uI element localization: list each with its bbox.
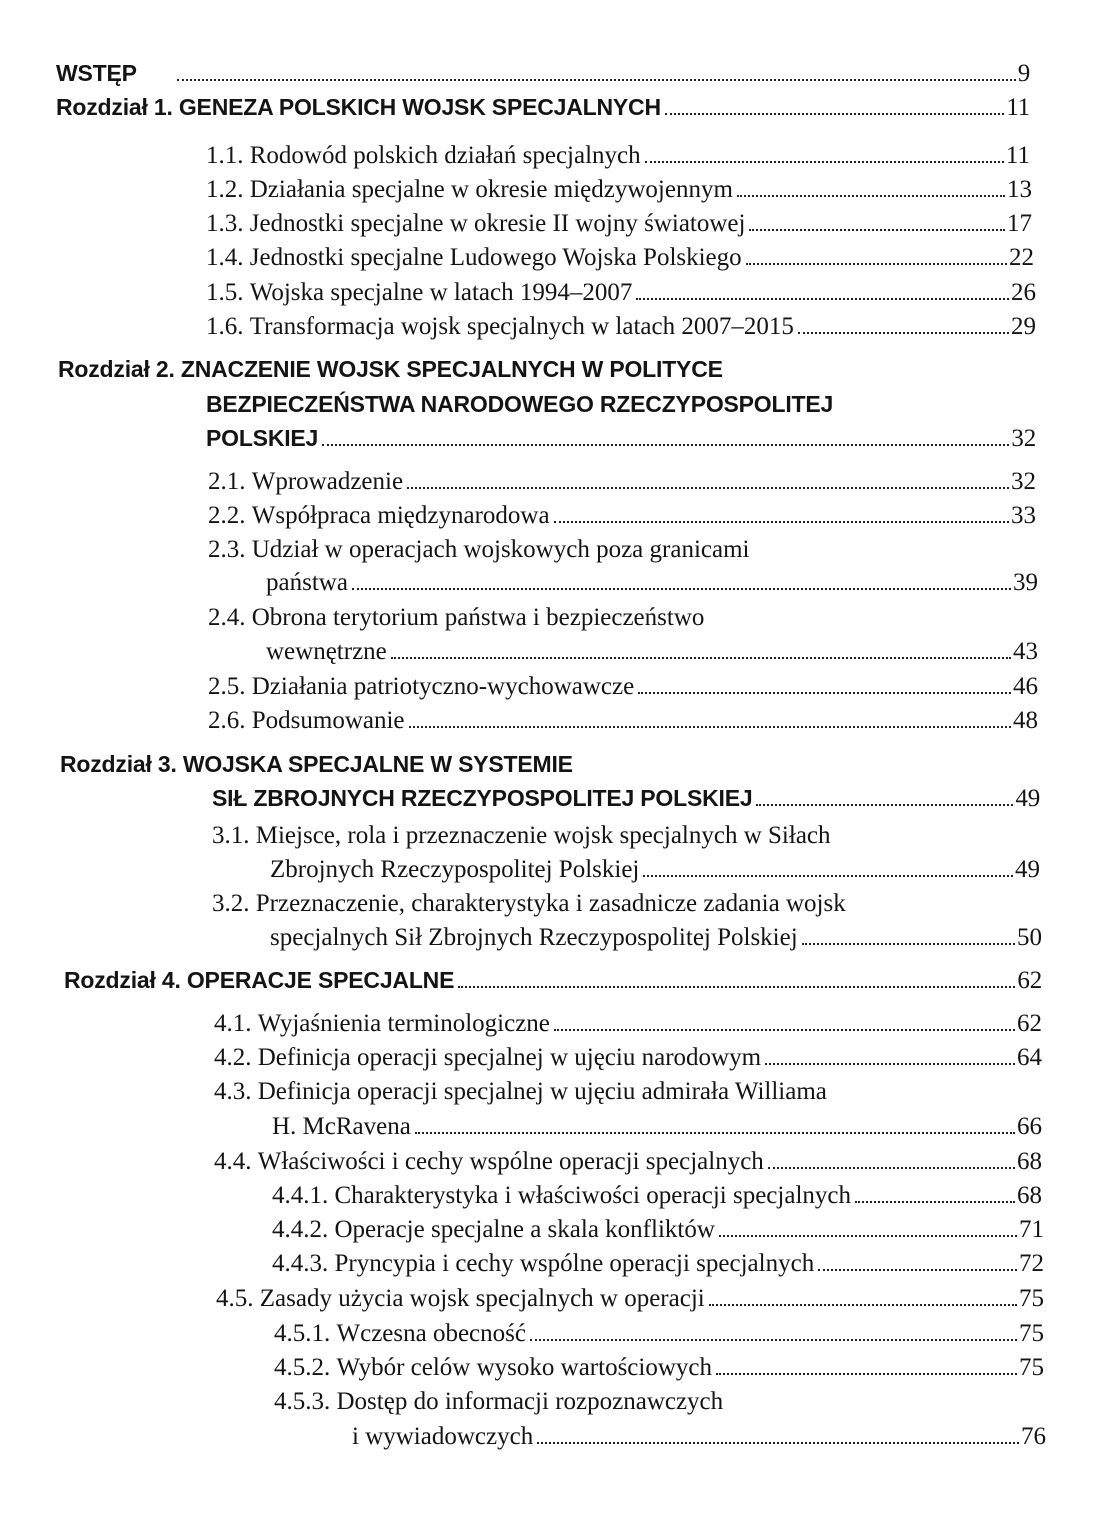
section-title-cont: specjalnych Sił Zbrojnych Rzeczypospolitej Polskiej <box>270 924 798 951</box>
toc-section-1-1[interactable] <box>206 139 1030 173</box>
section-title: Wczesna obecność <box>336 1320 526 1347</box>
toc-section-4-1[interactable] <box>214 1007 1042 1041</box>
toc-section-4-4[interactable] <box>214 1145 1042 1179</box>
section-number: 4.4.2. <box>272 1216 329 1243</box>
page-number: 48 <box>1013 707 1038 734</box>
section-title: Przeznaczenie, charakterystyka i zasadnicze zadania wojsk <box>255 890 846 917</box>
section-title: Pryncypia i cechy wspólne operacji specjalnych <box>334 1250 815 1277</box>
dot-leader <box>458 986 1015 988</box>
section-title: Charakterystyka i właściwości operacji specjalnych <box>334 1182 851 1209</box>
page-number: 39 <box>1013 569 1038 596</box>
section-title: Wojska specjalne w latach 1994–2007 <box>249 279 633 306</box>
section-title-cont: Zbrojnych Rzeczypospolitej Polskiej <box>270 856 640 883</box>
page-number: 46 <box>1013 673 1038 700</box>
page-number: 32 <box>1011 468 1036 495</box>
toc-chapter-4[interactable] <box>64 963 1042 998</box>
section-title: Miejsce, rola i przeznaczenie wojsk specjalnych w Siłach <box>255 822 831 849</box>
toc-subsection-4-5-1[interactable] <box>274 1317 1044 1351</box>
toc-subsection-4-5-3[interactable] <box>352 1420 1046 1454</box>
section-title: Transformacja wojsk specjalnych w latach 2007–2015 <box>249 313 794 340</box>
dot-leader <box>177 79 1016 81</box>
section-number: 1.1. <box>206 142 244 169</box>
section-title: Działania specjalne w okresie międzywojennym <box>249 176 733 203</box>
section-number: 2.5. <box>208 673 246 700</box>
toc-section-4-2[interactable] <box>214 1041 1042 1075</box>
section-title: Definicja operacji specjalnej w ujęciu narodowym <box>257 1044 762 1071</box>
page-number: 49 <box>1015 785 1040 812</box>
page-number: 68 <box>1017 1182 1042 1209</box>
toc-section-4-5[interactable] <box>216 1282 1044 1316</box>
section-title: Udział w operacjach wojskowych poza granicami <box>251 536 750 563</box>
toc-section-2-3[interactable] <box>266 566 1038 600</box>
toc-subsection-4-4-3[interactable] <box>272 1247 1044 1281</box>
dot-leader <box>638 692 1011 694</box>
section-number: 4.5.3. <box>274 1388 331 1415</box>
chapter-label: Rozdział 2. <box>58 356 175 382</box>
toc-chapter-2-line-2 <box>206 387 833 421</box>
section-number: 4.5.2. <box>274 1354 331 1381</box>
section-number: 4.3. <box>214 1078 252 1105</box>
chapter-title-cont: SIŁ ZBROJNYCH RZECZYPOSPOLITEJ POLSKIEJ <box>212 785 753 811</box>
page-number: 75 <box>1019 1285 1044 1312</box>
chapter-title-cont: BEZPIECZEŃSTWA NARODOWEGO RZECZYPOSPOLITEJ <box>206 391 834 417</box>
dot-leader <box>643 875 1013 877</box>
dot-leader <box>765 1063 1015 1065</box>
section-number: 2.2. <box>208 502 246 529</box>
toc-section-3-2-line-1[interactable] <box>212 887 846 921</box>
section-number: 4.4.1. <box>272 1182 329 1209</box>
dot-leader <box>665 113 1004 115</box>
toc-entry-intro[interactable] <box>56 56 1030 91</box>
page-number: 33 <box>1011 502 1036 529</box>
section-title: Obrona terytorium państwa i bezpieczeństwo <box>251 604 705 631</box>
section-title: Działania patriotyczno-wychowawcze <box>251 673 635 700</box>
chapter-title: OPERACJE SPECJALNE <box>186 967 455 993</box>
dot-leader <box>716 1373 1017 1375</box>
toc-section-3-2[interactable] <box>270 921 1042 955</box>
section-title-cont: i wywiadowczych <box>352 1423 534 1450</box>
toc-section-1-5[interactable] <box>206 276 1036 310</box>
dot-leader <box>798 332 1009 334</box>
chapter-label: Rozdział 4. <box>64 967 181 993</box>
toc-section-3-1[interactable] <box>270 853 1040 887</box>
chapter-title-cont: POLSKIEJ <box>206 425 319 451</box>
chapter-title: ZNACZENIE WOJSK SPECJALNYCH W POLITYCE <box>180 356 723 382</box>
section-title: Wprowadzenie <box>251 468 404 495</box>
dot-leader <box>818 1269 1017 1271</box>
chapter-label: Rozdział 1. <box>56 94 173 120</box>
section-title: Rodowód polskich działań specjalnych <box>249 142 641 169</box>
toc-section-2-3-line-1[interactable] <box>208 533 749 567</box>
section-title: Jednostki specjalne w okresie II wojny światowej <box>249 210 746 237</box>
section-number: 4.5.1. <box>274 1320 331 1347</box>
section-number: 1.5. <box>206 279 244 306</box>
dot-leader <box>352 588 1011 590</box>
page-number: 66 <box>1017 1113 1042 1140</box>
dot-leader <box>409 726 1011 728</box>
section-title: Definicja operacji specjalnej w ujęciu admirała Williama <box>257 1078 827 1105</box>
dot-leader <box>802 943 1015 945</box>
page-number: 76 <box>1021 1423 1046 1450</box>
section-title: Właściwości i cechy wspólne operacji specjalnych <box>257 1148 764 1175</box>
section-title: Współpraca międzynarodowa <box>251 502 550 529</box>
section-title: Jednostki specjalne Ludowego Wojska Polskiego <box>249 244 742 271</box>
toc-subsection-4-4-2[interactable] <box>272 1213 1044 1247</box>
page-number: 75 <box>1019 1354 1044 1381</box>
section-number: 4.5. <box>216 1285 254 1312</box>
page-number: 71 <box>1019 1216 1044 1243</box>
section-number: 1.3. <box>206 210 244 237</box>
section-title-cont: państwa <box>266 569 348 596</box>
toc-section-2-6[interactable] <box>208 704 1038 738</box>
dot-leader <box>554 1029 1015 1031</box>
section-number: 1.4. <box>206 244 244 271</box>
page-number: 64 <box>1017 1044 1042 1071</box>
toc-chapter-3-line-1[interactable] <box>60 747 573 781</box>
section-title: Operacje specjalne a skala konfliktów <box>334 1216 715 1243</box>
page-number: 49 <box>1015 856 1040 883</box>
toc-section-3-1-line-1[interactable] <box>212 819 831 853</box>
dot-leader <box>415 1132 1015 1134</box>
dot-leader <box>709 1304 1017 1306</box>
section-title: Dostęp do informacji rozpoznawczych <box>336 1388 724 1415</box>
section-title: Wyjaśnienia terminologiczne <box>257 1010 550 1037</box>
dot-leader <box>554 521 1009 523</box>
toc-chapter-2-line-1[interactable] <box>58 352 723 386</box>
toc-chapter-1[interactable] <box>56 90 1030 125</box>
dot-leader <box>391 657 1011 659</box>
dot-leader <box>719 1235 1017 1237</box>
dot-leader <box>749 229 1005 231</box>
page-number: 13 <box>1007 176 1032 203</box>
section-title: Wybór celów wysoko wartościowych <box>336 1354 712 1381</box>
toc-section-2-5[interactable] <box>208 670 1038 704</box>
dot-leader <box>746 263 1007 265</box>
section-number: 4.2. <box>214 1044 252 1071</box>
section-number: 4.4. <box>214 1148 252 1175</box>
toc-subsection-4-5-3-line-1[interactable] <box>274 1385 723 1419</box>
dot-leader <box>768 1167 1015 1169</box>
section-number: 4.4.3. <box>272 1250 329 1277</box>
dot-leader <box>407 487 1009 489</box>
section-title-cont: H. McRavena <box>272 1113 411 1140</box>
toc-section-4-3[interactable] <box>272 1110 1042 1144</box>
dot-leader <box>636 298 1009 300</box>
toc-subsection-4-5-2[interactable] <box>274 1351 1044 1385</box>
page-number: 75 <box>1019 1320 1044 1347</box>
toc-section-2-1[interactable] <box>208 465 1036 499</box>
toc-section-1-6[interactable] <box>206 310 1036 344</box>
dot-leader <box>322 444 1009 446</box>
section-number: 2.6. <box>208 707 246 734</box>
section-number: 1.2. <box>206 176 244 203</box>
section-number: 1.6. <box>206 313 244 340</box>
page-number: 22 <box>1009 244 1034 271</box>
chapter-title: WOJSKA SPECJALNE W SYSTEMIE <box>182 751 573 777</box>
page-number: 9 <box>1017 60 1030 87</box>
dot-leader <box>855 1201 1015 1203</box>
page-number: 62 <box>1017 967 1042 994</box>
section-title: Zasady użycia wojsk specjalnych w operacji <box>259 1285 705 1312</box>
chapter-label: Rozdział 3. <box>60 751 177 777</box>
page-number: 29 <box>1011 313 1036 340</box>
section-number: 2.1. <box>208 468 246 495</box>
section-number: 3.1. <box>212 822 250 849</box>
intro-title: WSTĘP <box>56 60 137 86</box>
page-number: 43 <box>1013 638 1038 665</box>
page-number: 72 <box>1019 1250 1044 1277</box>
toc-section-1-3[interactable] <box>206 207 1032 241</box>
toc-section-1-2[interactable] <box>206 173 1032 207</box>
page-number: 26 <box>1011 279 1036 306</box>
toc-chapter-3[interactable] <box>212 781 1040 816</box>
section-number: 2.4. <box>208 604 246 631</box>
dot-leader <box>537 1442 1019 1444</box>
toc-section-2-2[interactable] <box>208 499 1036 533</box>
section-title-cont: wewnętrzne <box>266 638 387 665</box>
page-number: 50 <box>1017 924 1042 951</box>
dot-leader <box>737 195 1005 197</box>
page-number: 11 <box>1006 94 1030 121</box>
dot-leader <box>756 804 1013 806</box>
section-number: 4.1. <box>214 1010 252 1037</box>
toc-section-4-3-line-1[interactable] <box>214 1075 827 1109</box>
dot-leader <box>530 1339 1017 1341</box>
page-number: 11 <box>1005 142 1030 169</box>
toc-subsection-4-4-1[interactable] <box>272 1179 1042 1213</box>
toc-section-2-4[interactable] <box>266 635 1038 669</box>
toc-section-2-4-line-1[interactable] <box>208 601 704 635</box>
page-number: 68 <box>1017 1148 1042 1175</box>
page-number: 17 <box>1007 210 1032 237</box>
section-title: Podsumowanie <box>251 707 405 734</box>
section-number: 2.3. <box>208 536 246 563</box>
page-number: 62 <box>1017 1010 1042 1037</box>
chapter-title: GENEZA POLSKICH WOJSK SPECJALNYCH <box>178 94 661 120</box>
toc-section-1-4[interactable] <box>206 241 1034 275</box>
toc-chapter-2[interactable] <box>206 421 1036 456</box>
dot-leader <box>645 161 1004 163</box>
page-number: 32 <box>1011 425 1036 452</box>
section-number: 3.2. <box>212 890 250 917</box>
